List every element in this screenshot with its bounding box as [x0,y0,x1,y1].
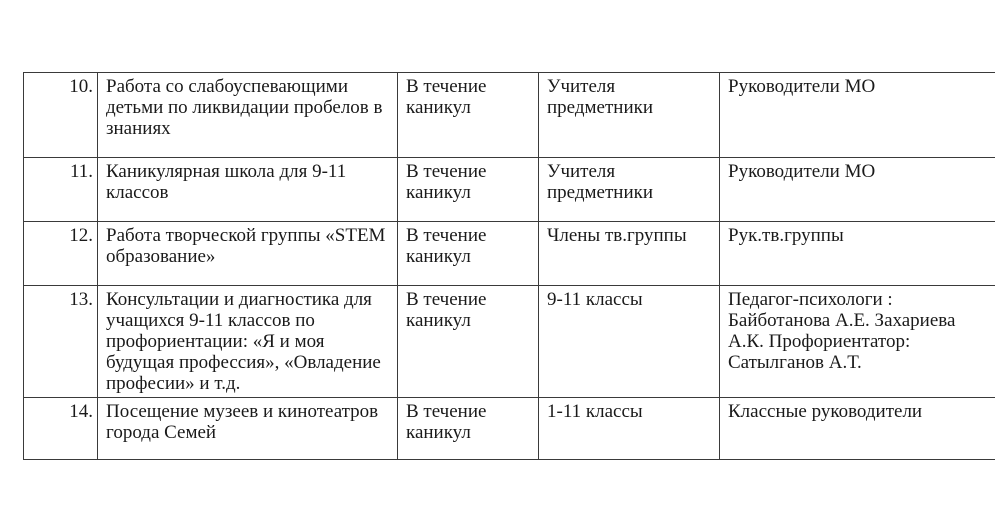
row-number: 14. [24,398,98,460]
control-cell: Классные руководители [720,398,995,460]
term-cell: В течение каникул [398,286,539,398]
term-cell: В течение каникул [398,158,539,222]
responsible-cell: 1-11 классы [539,398,720,460]
responsible-cell: Члены тв.группы [539,222,720,286]
table-row [24,398,995,460]
table-row [24,286,995,398]
responsible-cell: Учителя предметники [539,73,720,158]
term-cell: В течение каникул [398,398,539,460]
control-cell: Руководители МО [720,73,995,158]
row-number: 12. [24,222,98,286]
control-cell: Педагог-психологи : Байботанова А.Е. Захариева А.К. Профориентатор: Сатылганов А.Т. [720,286,995,398]
term-cell: В течение каникул [398,73,539,158]
row-number: 11. [24,158,98,222]
table-row [24,222,995,286]
event-cell: Работа со слабоуспевающими детьми по ликвидации пробелов в знаниях [98,73,398,158]
event-plan-table [23,72,995,460]
responsible-cell: 9-11 классы [539,286,720,398]
table-row [24,73,995,158]
event-cell: Посещение музеев и кинотеатров города Семей [98,398,398,460]
control-cell: Руководители МО [720,158,995,222]
control-cell: Рук.тв.группы [720,222,995,286]
event-cell: Консультации и диагностика для учащихся 9-11 классов по профориентации: «Я и моя будущая профессия», «Овладение професии» и т.д. [98,286,398,398]
event-cell: Каникулярная школа для 9-11 классов [98,158,398,222]
row-number: 13. [24,286,98,398]
term-cell: В течение каникул [398,222,539,286]
row-number: 10. [24,73,98,158]
table-row [24,158,995,222]
responsible-cell: Учителя предметники [539,158,720,222]
event-cell: Работа творческой группы «STEM образование» [98,222,398,286]
